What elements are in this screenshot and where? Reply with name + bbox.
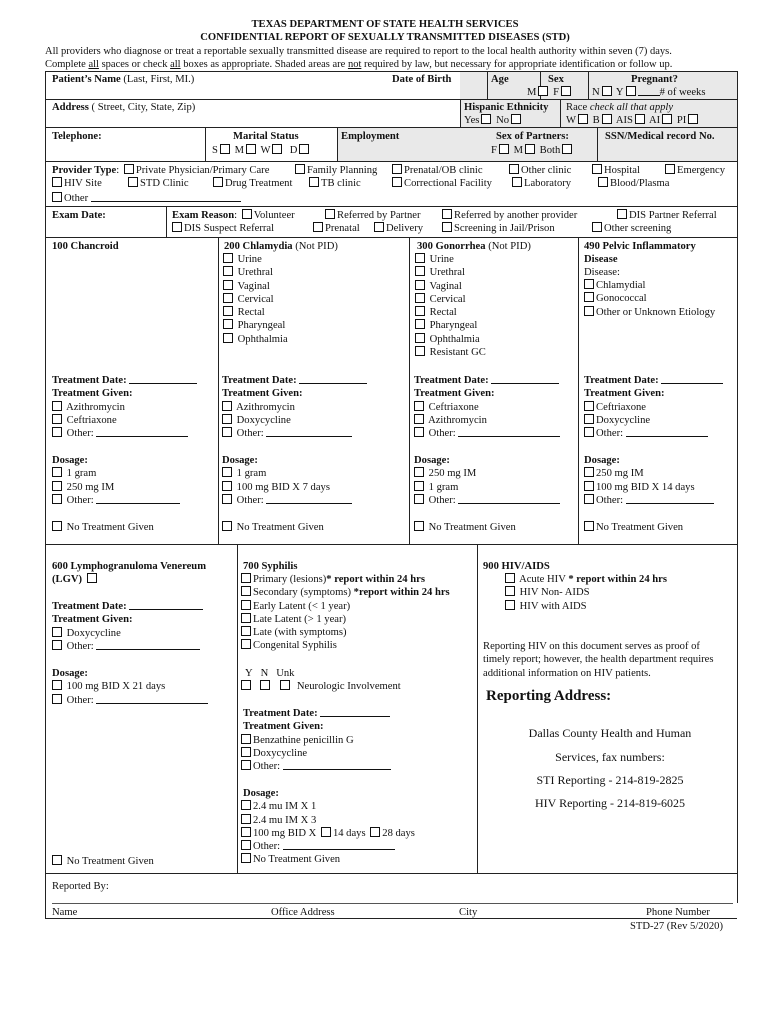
exam-jail-checkbox[interactable] [442, 222, 452, 232]
hispanic-label: Hispanic Ethnicity [464, 102, 549, 113]
sti-fax-number: STI Reporting - 214-819-2825 [536, 773, 684, 787]
pid-250mg-checkbox[interactable] [584, 467, 594, 477]
pregnant-n-checkbox[interactable] [602, 86, 612, 96]
marital-m-checkbox[interactable] [246, 144, 256, 154]
chancroid-azithromycin-checkbox[interactable] [52, 401, 62, 411]
neuro-unk-checkbox[interactable] [280, 680, 290, 690]
lgv-title-line-2: (LGV) [52, 573, 99, 586]
gonorrhea-resistant-checkbox[interactable] [415, 346, 425, 356]
gonorrhea-pharyngeal-checkbox[interactable] [415, 319, 425, 329]
exam-other-checkbox[interactable] [592, 222, 602, 232]
reporting-address-heading: Reporting Address: [486, 688, 612, 704]
syphilis-doxycycline-checkbox[interactable] [241, 747, 251, 757]
chlamydia-no-treatment-checkbox[interactable] [222, 521, 232, 531]
partners-options: F M Both [491, 144, 574, 157]
syphilis-dosage-other-checkbox[interactable] [241, 840, 251, 850]
neuro-y-checkbox[interactable] [241, 680, 251, 690]
chancroid-treatment: Treatment Date: Treatment Given: Azithromycin Ceftriaxone Other: [52, 374, 197, 440]
chlamydia-other-checkbox[interactable] [222, 427, 232, 437]
marital-s-checkbox[interactable] [220, 144, 230, 154]
provider-laboratory-checkbox[interactable] [512, 177, 522, 187]
gonorrhea-cervical-checkbox[interactable] [415, 293, 425, 303]
syphilis-mu3-checkbox[interactable] [241, 814, 251, 824]
lgv-dosage: Dosage: 100 mg BID X 21 days Other: [52, 667, 208, 707]
race-ais-checkbox[interactable] [635, 114, 645, 124]
pid-dosage: Dosage: 250 mg IM 100 mg BID X 14 days Other: [584, 454, 714, 507]
pid-ceftriaxone-checkbox[interactable] [584, 401, 594, 411]
dob-label: Date of Birth [392, 74, 452, 85]
patient-name-label: Patient’s Name (Last, First, MI.) [52, 74, 195, 85]
syphilis-late-latent-checkbox[interactable] [241, 613, 251, 623]
neuro-header: Y N Unk [245, 668, 295, 679]
syphilis-benzathine-checkbox[interactable] [241, 734, 251, 744]
hiv-acute-checkbox[interactable] [505, 573, 515, 583]
pid-gonococcal-checkbox[interactable] [584, 292, 594, 302]
hispanic-no-checkbox[interactable] [511, 114, 521, 124]
chlamydia-doxycycline-checkbox[interactable] [222, 414, 232, 424]
chlamydia-cervical-checkbox[interactable] [223, 293, 233, 303]
provider-blood-checkbox[interactable] [598, 177, 608, 187]
exam-prenatal-checkbox[interactable] [313, 222, 323, 232]
syphilis-mu1-checkbox[interactable] [241, 800, 251, 810]
sex-label: Sex [548, 74, 564, 85]
hiv-title: 900 HIV/AIDS [483, 561, 550, 572]
syphilis-100mg-checkbox[interactable] [241, 827, 251, 837]
syphilis-stages: Primary (lesions)* report within 24 hrs Secondary (symptoms) *report within 24 hrs Early Latent (< 1 year) Late Latent (> 1 year) Late (with symptoms) Congenital Syphilis [241, 573, 450, 653]
lgv-title-line-1: 600 Lymphogranuloma Venereum [52, 561, 207, 572]
gonorrhea-other-checkbox[interactable] [414, 427, 424, 437]
gonorrhea-no-treatment-checkbox[interactable] [414, 521, 424, 531]
syphilis-congenital-checkbox[interactable] [241, 639, 251, 649]
syphilis-28days-checkbox[interactable] [370, 827, 380, 837]
race-b-checkbox[interactable] [602, 114, 612, 124]
provider-emergency-checkbox[interactable] [665, 164, 675, 174]
sex-f-checkbox[interactable] [561, 86, 571, 96]
telephone-label: Telephone: [52, 131, 102, 142]
gonorrhea-title: 300 Gonorrhea (Not PID) [417, 241, 531, 252]
lgv-dosage-other-checkbox[interactable] [52, 694, 62, 704]
pid-other-treatment-checkbox[interactable] [584, 427, 594, 437]
gonorrhea-azithromycin-checkbox[interactable] [414, 414, 424, 424]
gonorrhea-dosage-other-checkbox[interactable] [414, 494, 424, 504]
footer-office-label: Office Address [271, 907, 335, 918]
chancroid-other-checkbox[interactable] [52, 427, 62, 437]
gonorrhea-ophthalmia-checkbox[interactable] [415, 333, 425, 343]
pid-other-checkbox[interactable] [584, 306, 594, 316]
reporting-org-line-2: Services, fax numbers: [555, 750, 665, 764]
form-title: TEXAS DEPARTMENT OF STATE HEALTH SERVICES [251, 19, 519, 30]
marital-options: S M W D [212, 144, 311, 157]
hiv-options: Acute HIV * report within 24 hrs HIV Non- AIDS HIV with AIDS [505, 573, 667, 613]
provider-drug-checkbox[interactable] [213, 177, 223, 187]
chancroid-dosage-other-checkbox[interactable] [52, 494, 62, 504]
syphilis-dosage: Dosage: 2.4 mu IM X 1 2.4 mu IM X 3 100 mg BID X 14 days 28 days Other: No Treatment Given [243, 788, 415, 866]
gonorrhea-urethral-checkbox[interactable] [415, 266, 425, 276]
form-subtitle: CONFIDENTIAL REPORT OF SEXUALLY TRANSMITTED DISEASES (STD) [200, 32, 570, 43]
partners-label: Sex of Partners: [496, 131, 569, 142]
chlamydia-100mg-checkbox[interactable] [222, 481, 232, 491]
provider-type-row-1: Provider Type: Private Physician/Primary Care [52, 165, 270, 176]
lgv-checkbox[interactable] [87, 573, 97, 583]
pid-no-treatment-checkbox[interactable] [584, 521, 594, 531]
gonorrhea-dosage: Dosage: 250 mg IM 1 gram Other: [414, 454, 560, 507]
hispanic-options: Yes No [464, 114, 523, 127]
chlamydia-ophthalmia-checkbox[interactable] [223, 333, 233, 343]
sex-options: M F [527, 86, 573, 99]
exam-volunteer-checkbox[interactable] [242, 209, 252, 219]
syphilis-primary-checkbox[interactable] [241, 573, 251, 583]
chlamydia-vaginal-checkbox[interactable] [223, 280, 233, 290]
lgv-treatment: Treatment Date: Treatment Given: Doxycycline Other: [52, 600, 203, 653]
provider-hiv-checkbox[interactable] [52, 177, 62, 187]
chlamydia-dosage: Dosage: 1 gram 100 mg BID X 7 days Other: [222, 454, 352, 507]
hiv-fax-number: HIV Reporting - 214-819-6025 [534, 796, 686, 810]
footer-city-label: City [459, 907, 478, 918]
pregnant-options: N Y # of weeks [592, 87, 706, 98]
partners-m-checkbox[interactable] [525, 144, 535, 154]
provider-other-clinic-checkbox[interactable] [509, 164, 519, 174]
gonorrhea-ceftriaxone-checkbox[interactable] [414, 401, 424, 411]
address-label: Address ( Street, City, State, Zip) [52, 102, 196, 113]
ssn-label: SSN/Medical record No. [605, 131, 715, 142]
neuro-n-checkbox[interactable] [260, 680, 270, 690]
syphilis-treatment: Treatment Date: Treatment Given: Benzathine penicillin G Doxycycline Other: [243, 707, 391, 773]
exam-provider-checkbox[interactable] [442, 209, 452, 219]
syphilis-early-latent-checkbox[interactable] [241, 600, 251, 610]
age-label: Age [491, 74, 509, 85]
race-w-checkbox[interactable] [578, 114, 588, 124]
instructions-line-2: Complete all spaces or check all boxes as appropriate. Shaded areas are not required by law, but necessary for appropriate identification or follow up. [45, 59, 673, 70]
neuro-options: Neurologic Involvement [241, 680, 401, 693]
pid-treatment: Treatment Date: Treatment Given: Ceftriaxone Doxycycline Other: [584, 374, 723, 440]
chlamydia-pharyngeal-checkbox[interactable] [223, 319, 233, 329]
pid-title-line-2: Disease [584, 254, 618, 265]
race-options: W B AIS AI PI [566, 114, 700, 127]
hiv-non-aids-checkbox[interactable] [505, 586, 515, 596]
chancroid-dosage: Dosage: 1 gram 250 mg IM Other: [52, 454, 180, 507]
lgv-no-treatment-checkbox[interactable] [52, 855, 62, 865]
race-pi-checkbox[interactable] [688, 114, 698, 124]
lgv-doxycycline-checkbox[interactable] [52, 627, 62, 637]
syphilis-secondary-checkbox[interactable] [241, 586, 251, 596]
provider-family-checkbox[interactable] [295, 164, 305, 174]
gonorrhea-treatment: Treatment Date: Treatment Given: Ceftriaxone Azithromycin Other: [414, 374, 560, 440]
chlamydia-urethral-checkbox[interactable] [223, 266, 233, 276]
exam-reason-row-1: Exam Reason: Volunteer [172, 210, 295, 221]
footer-phone-label: Phone Number [646, 907, 710, 918]
chancroid-250mg-checkbox[interactable] [52, 481, 62, 491]
pid-chlamydial-checkbox[interactable] [584, 279, 594, 289]
provider-hospital-checkbox[interactable] [592, 164, 602, 174]
syphilis-other-checkbox[interactable] [241, 760, 251, 770]
chancroid-title: 100 Chancroid [52, 241, 119, 252]
gonorrhea-sites: Urine Urethral Vaginal Cervical Rectal Pharyngeal Ophthalmia Resistant GC [413, 253, 486, 359]
gonorrhea-1gram-checkbox[interactable] [414, 481, 424, 491]
instructions-line-1: All providers who diagnose or treat a reportable sexually transmitted disease are required to report to the local health authority within seven (7) days. [45, 46, 672, 57]
hiv-with-aids-checkbox[interactable] [505, 600, 515, 610]
marital-status-label: Marital Status [233, 131, 299, 142]
syphilis-title: 700 Syphilis [243, 561, 298, 572]
pid-dosage-other-checkbox[interactable] [584, 494, 594, 504]
chlamydia-title: 200 Chlamydia (Not PID) [224, 241, 338, 252]
chancroid-no-treatment-checkbox[interactable] [52, 521, 62, 531]
provider-correctional-checkbox[interactable] [392, 177, 402, 187]
chancroid-ceftriaxone-checkbox[interactable] [52, 414, 62, 424]
race-label: Race check all that apply [566, 102, 674, 113]
marital-d-checkbox[interactable] [299, 144, 309, 154]
syphilis-no-treatment-checkbox[interactable] [241, 853, 251, 863]
chlamydia-azithromycin-checkbox[interactable] [222, 401, 232, 411]
race-ai-checkbox[interactable] [662, 114, 672, 124]
pid-types: Chlamydial Gonococcal Other or Unknown Etiology [582, 279, 715, 319]
pid-doxycycline-checkbox[interactable] [584, 414, 594, 424]
reporting-org-line-1: Dallas County Health and Human [528, 726, 692, 740]
gonorrhea-250mg-checkbox[interactable] [414, 467, 424, 477]
syphilis-14days-checkbox[interactable] [321, 827, 331, 837]
gonorrhea-vaginal-checkbox[interactable] [415, 280, 425, 290]
sex-m-checkbox[interactable] [538, 86, 548, 96]
chlamydia-urine-checkbox[interactable] [223, 253, 233, 263]
chancroid-1gram-checkbox[interactable] [52, 467, 62, 477]
exam-dis-partner-checkbox[interactable] [617, 209, 627, 219]
lgv-100mg-checkbox[interactable] [52, 680, 62, 690]
pid-disease-label: Disease: [584, 267, 620, 278]
hispanic-yes-checkbox[interactable] [481, 114, 491, 124]
gonorrhea-urine-checkbox[interactable] [415, 253, 425, 263]
gonorrhea-rectal-checkbox[interactable] [415, 306, 425, 316]
exam-delivery-checkbox[interactable] [374, 222, 384, 232]
provider-other-checkbox[interactable] [52, 192, 62, 202]
pid-100mg-checkbox[interactable] [584, 481, 594, 491]
pregnant-y-checkbox[interactable] [626, 86, 636, 96]
provider-private-checkbox[interactable] [124, 164, 134, 174]
chlamydia-dosage-other-checkbox[interactable] [222, 494, 232, 504]
form-id: STD-27 (Rev 5/2020) [630, 921, 723, 932]
chlamydia-rectal-checkbox[interactable] [223, 306, 233, 316]
provider-prenatal-checkbox[interactable] [392, 164, 402, 174]
pid-title-line-1: 490 Pelvic Inflammatory [584, 241, 696, 252]
marital-w-checkbox[interactable] [272, 144, 282, 154]
partners-both-checkbox[interactable] [562, 144, 572, 154]
hiv-note: Reporting HIV on this document serves as proof of timely report; however, the health department requires additional information on HIV patients. [483, 641, 714, 679]
syphilis-late-symptoms-checkbox[interactable] [241, 626, 251, 636]
lgv-other-checkbox[interactable] [52, 640, 62, 650]
footer-name-label: Name [52, 907, 78, 918]
exam-partner-checkbox[interactable] [325, 209, 335, 219]
chlamydia-sites: Urine Urethral Vaginal Cervical Rectal Pharyngeal Ophthalmia [221, 253, 288, 346]
exam-date-label: Exam Date: [52, 210, 106, 221]
reported-by-label: Reported By: [52, 881, 109, 892]
provider-std-checkbox[interactable] [128, 177, 138, 187]
partners-f-checkbox[interactable] [499, 144, 509, 154]
provider-tb-checkbox[interactable] [309, 177, 319, 187]
employment-label: Employment [341, 131, 400, 142]
chlamydia-1gram-checkbox[interactable] [222, 467, 232, 477]
chlamydia-treatment: Treatment Date: Treatment Given: Azithromycin Doxycycline Other: [222, 374, 367, 440]
pregnant-label: Pregnant? [631, 74, 678, 85]
exam-dis-suspect-checkbox[interactable] [172, 222, 182, 232]
std-report-form: TEXAS DEPARTMENT OF STATE HEALTH SERVICES CONFIDENTIAL REPORT OF SEXUALLY TRANSMITTED DISEASES (STD) All providers who diagnose or treat a reportable sexually transmitted disease are required to report to the local health authority within seven (7) days. Complete all spaces or check all boxes as appropriate. Shaded areas are not required by law, but necessary for appropriate identification or follow up. Patient’s Name (Last, First, MI.) Date of Birth Age Sex M F Pregnant? N Y # of weeks Address ( Street, City, State, Zip) Hispanic Ethnicity Yes No Race check all that apply W B AIS AI PI Telephone: Marital Status S M W D Employment Sex of Partners: F M Both SSN/Medical record No. Provider Type: Private Physician/Primary Care Family Planning Prenatal/OB clinic Other clinic Hospital Emergency HIV Site STD Clinic Drug Treatment TB clinic Correctional Facility Laboratory Blood/Plasma Other Exam Date: Exam Reason: Volunteer Referred by Partner Referred by another provider DIS Partner Referral DIS Suspect Referral Prenatal Delivery Screening in Jail/Prison Other screening 100 Chancroid 200 Chlamydia (Not PID) Urine Urethral Vaginal Cervical Rectal Pharyngeal Ophthalmia 300 Gonorrhea (Not PID) Urine Urethral Vaginal Cervical Rectal Pharyngeal Ophthalmia Resistant GC 490 Pelvic Inflammatory Disease Disease: Chlamydial Gonococcal Other or Unknown Etiology Treatment Date: Treatment Given: Azithromycin Ceftriaxone Other: Dosage: 1 gram 250 mg IM Other: No Treatment Given Treatment Date: Treatment Given: Azithromycin Doxycycline Other: Dosage: 1 gram 100 mg BID X 7 days Other: No Treatment Given Treatment Date: Treatment Given: Ceftriaxone Azithromycin Other: Dosage: 250 mg IM 1 gram Other: No Treatment Given Treatment Date: Treatment Given: Ceftriaxone Doxycycline Other: Dosage: 250 mg IM 100 mg BID X 14 days Other: No Treatment Given 600 Lymphogranuloma Venereum (LGV) Treatment Date: Treatment Given: Doxycycline Other: Dosage: 100 mg BID X 21 days Other: No Treatment Given 700 Syphilis Primary (lesions)* report within 24 hrs Secondary (symptoms) *report within 24 hrs Early Latent (< 1 year) Late Latent (> 1 year) Late (with symptoms) Congenital Syphilis Y N Unk Neurologic Involvement Treatment Date: Treatment Given: Benzathine penicillin G Doxycycline Other: Dosage: 2.4 mu IM X 1 2.4 mu IM X 3 100 mg BID X 14 days 28 days Other: No Treatment Given 900 HIV/AIDS Acute HIV * report within 24 hrs HIV Non- AIDS HIV with AIDS Reporting HIV on this document serves as proof of timely report; however, the health department requires additional information on HIV patients. Reporting Address: Dallas County Health and Human Services, fax numbers: STI Reporting - 214-819-2825 HIV Reporting - 214-819-6025 Reported By: Name Office Address City Phone Number STD-27 (Rev 5/2020) [0, 0, 770, 1024]
